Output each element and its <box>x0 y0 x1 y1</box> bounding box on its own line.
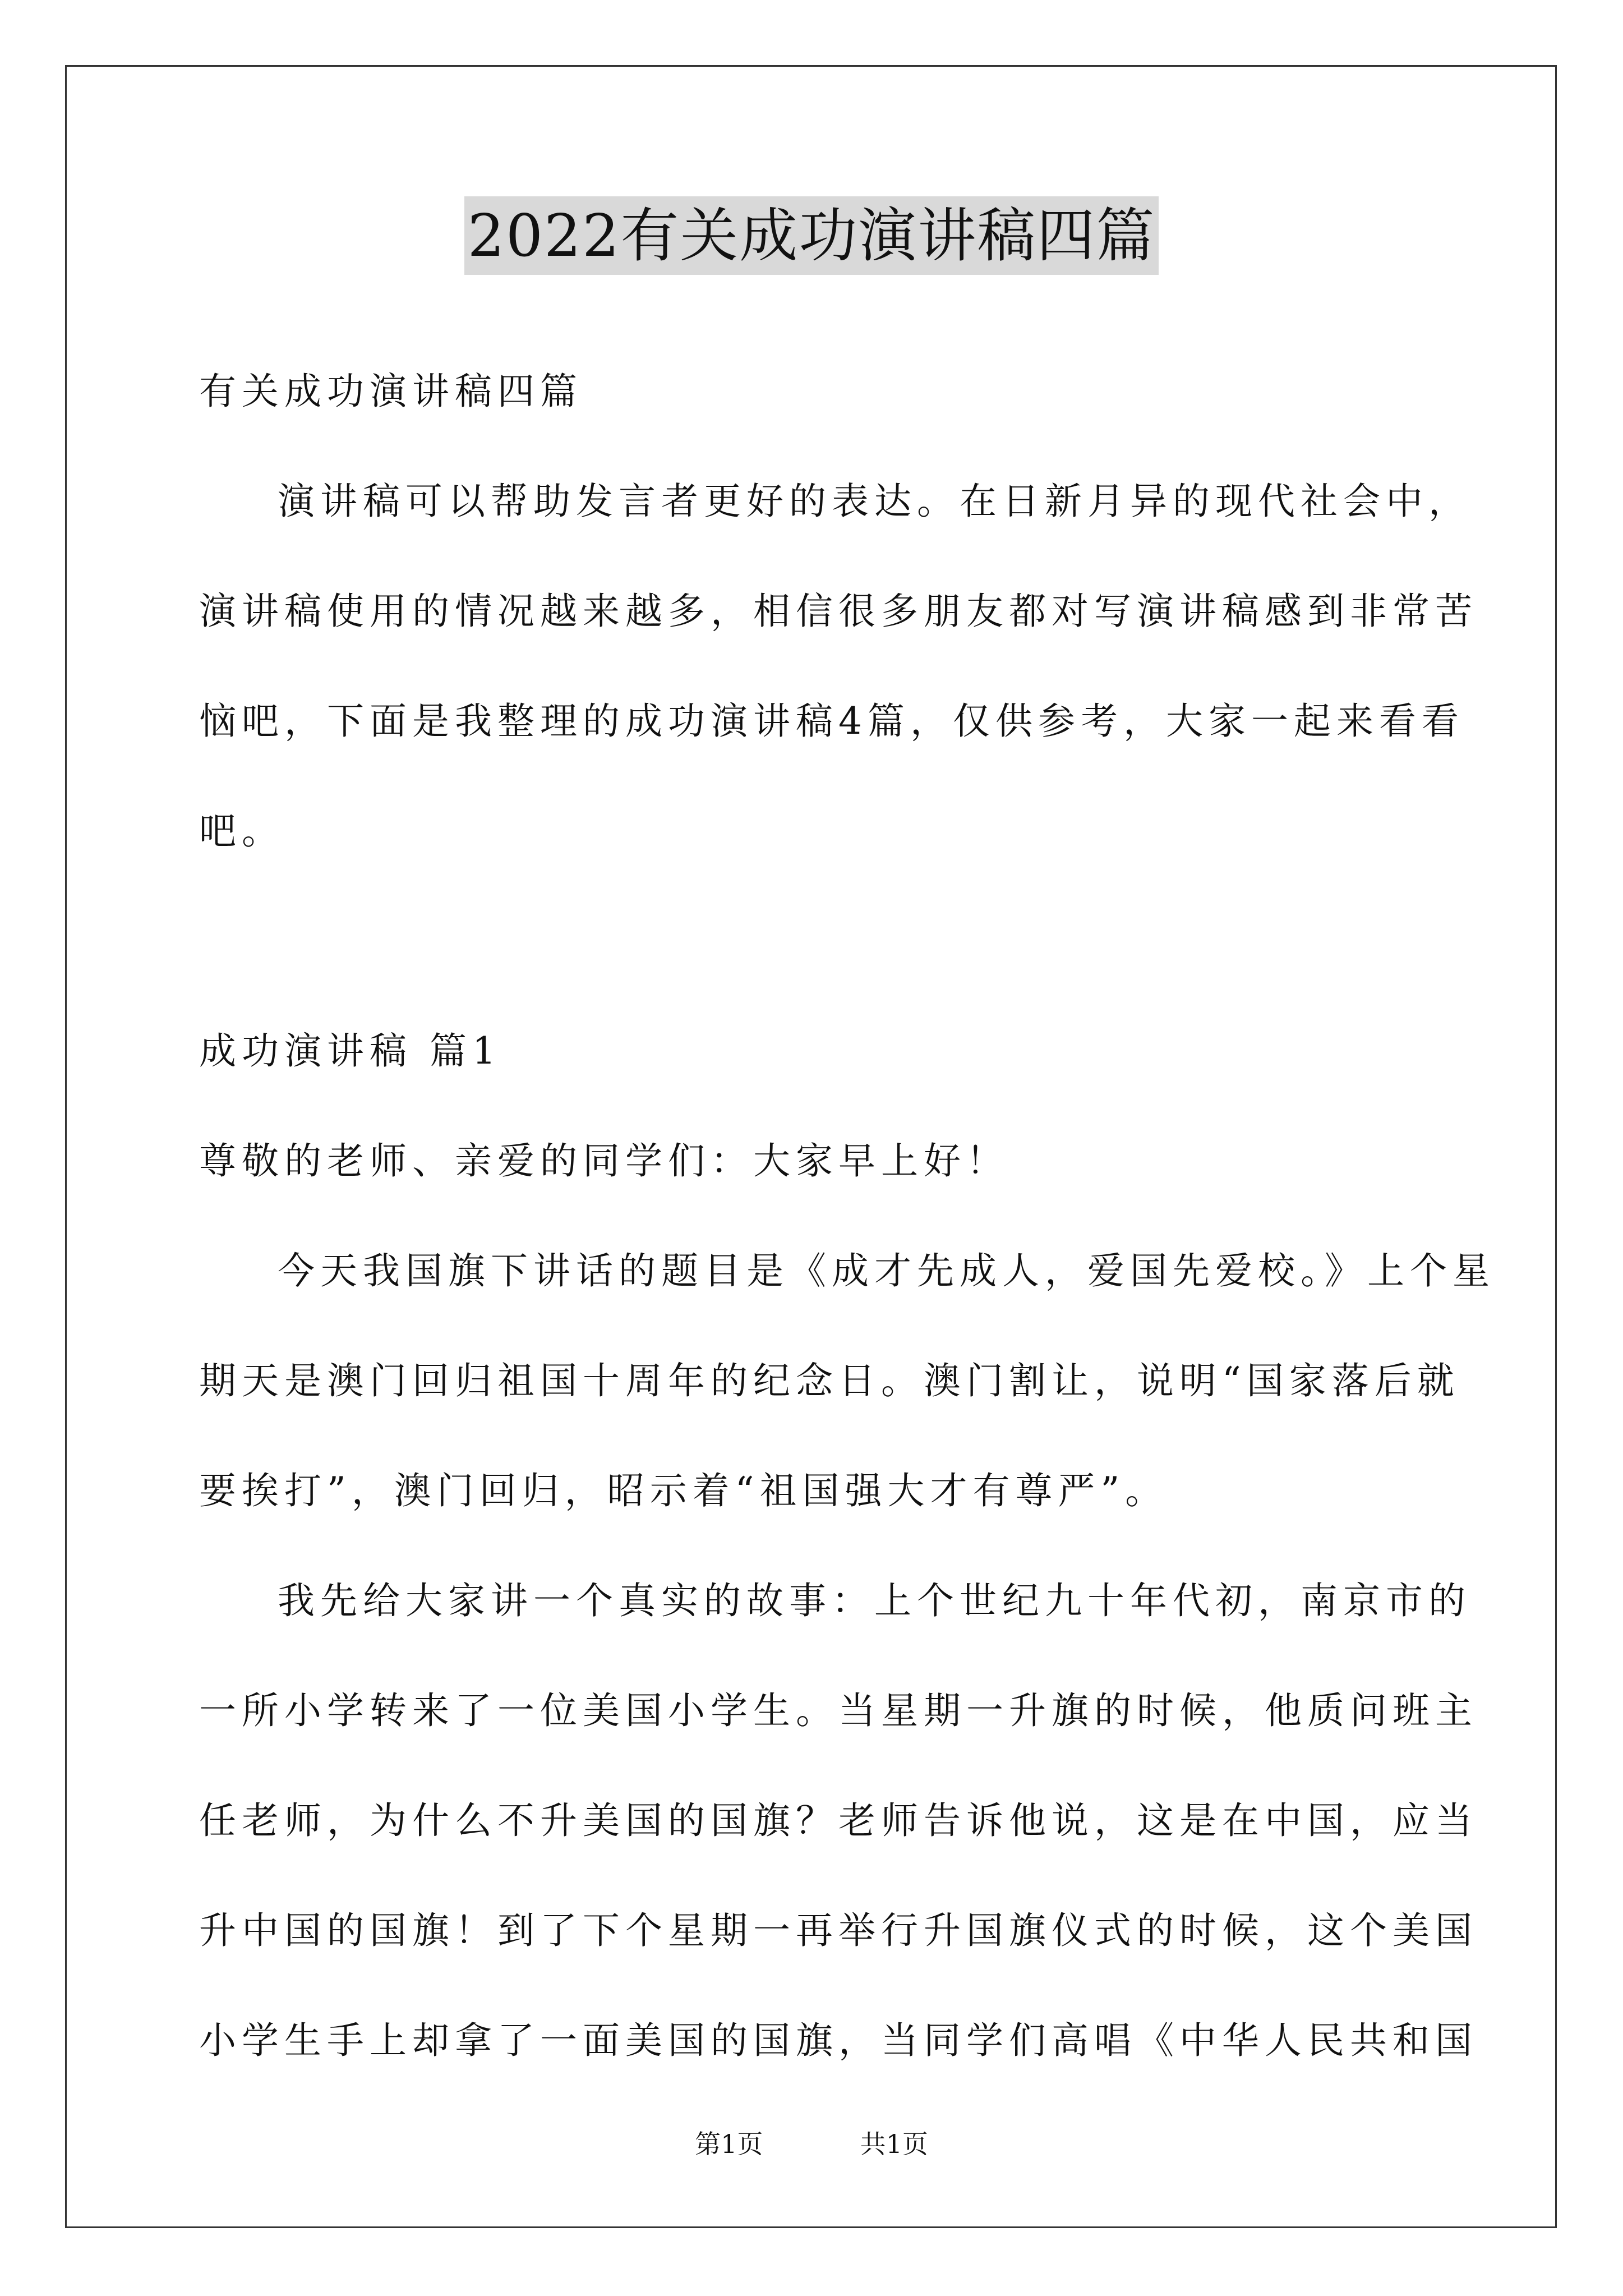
document-body <box>199 337 1495 2096</box>
page-footer <box>0 2127 1623 2161</box>
title-container <box>0 196 1623 275</box>
text-line: 期天是澳门回归祖国十周年的纪念日。澳门割让，说明“国家落后就 <box>199 1359 1460 1402</box>
text-line: 尊敬的老师、亲爱的同学们：大家早上好！ <box>199 1139 1009 1182</box>
text-line: 小学生手上却拿了一面美国的国旗，当同学们高唱《中华人民共和国 <box>199 2019 1478 2062</box>
page-number: 第1页 <box>695 2129 763 2159</box>
text-line: 有关成功演讲稿四篇 <box>199 370 583 413</box>
text-line: 要挨打”，澳门回归，昭示着“祖国强大才有尊严”。 <box>199 1469 1168 1512</box>
blank-line <box>199 886 1433 996</box>
page-total: 共1页 <box>860 2129 928 2159</box>
text-line: 任老师，为什么不升美国的国旗？老师告诉他说，这是在中国，应当 <box>199 1799 1478 1842</box>
text-line: 演讲稿可以帮助发言者更好的表达。在日新月异的现代社会中， <box>278 480 1471 523</box>
text-line: 一所小学转来了一位美国小学生。当星期一升旗的时候，他质问班主 <box>199 1689 1478 1732</box>
text-line: 恼吧，下面是我整理的成功演讲稿4篇，仅供参考，大家一起来看看 <box>199 700 1464 743</box>
text-line: 我先给大家讲一个真实的故事：上个世纪九十年代初，南京市的 <box>278 1579 1471 1622</box>
text-line: 成功演讲稿 篇1 <box>199 1029 501 1073</box>
text-line: 升中国的国旗！到了下个星期一再举行升国旗仪式的时候，这个美国 <box>199 1909 1478 1952</box>
document-title: 2022有关成功演讲稿四篇 <box>464 196 1159 275</box>
text-line: 演讲稿使用的情况越来越多，相信很多朋友都对写演讲稿感到非常苦 <box>199 590 1478 633</box>
text-line: 吧。 <box>199 809 284 853</box>
text-line: 今天我国旗下讲话的题目是《成才先成人，爱国先爱校。》上个星 <box>278 1249 1495 1292</box>
